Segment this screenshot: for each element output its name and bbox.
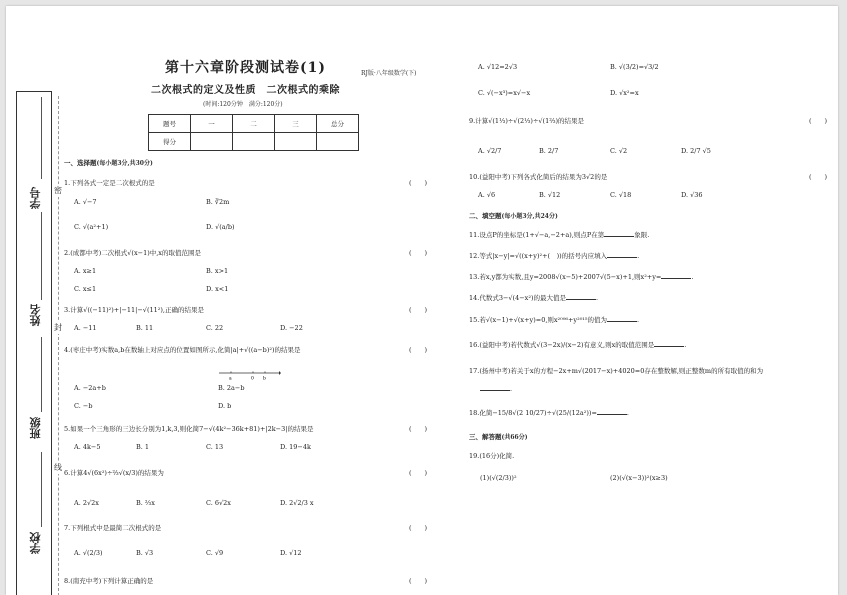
score-header-cell: 一 — [191, 115, 233, 133]
option[interactable]: A. 4k−5 — [74, 443, 101, 451]
score-table — [148, 114, 359, 151]
option[interactable]: C. √(−x³)=x√−x — [478, 89, 531, 97]
score-row-label: 得分 — [149, 133, 191, 151]
section3-title: 三、解答题 — [469, 433, 502, 441]
answer-paren[interactable]: ( ) — [809, 117, 828, 125]
question-10-stem: 10.(益阳中考)下列各式化简后的结果为3√2的是 — [469, 173, 608, 181]
fill-blank[interactable] — [654, 340, 687, 349]
fill-text: 13.若x,y都为实数,且y=2008√(x−5)+2007√(5−x)+1,则x²+y= — [469, 273, 662, 281]
question-1-stem: 1.下列各式一定是二次根式的是 — [64, 179, 155, 187]
fill-blank[interactable] — [661, 272, 694, 281]
option[interactable]: A. √12=2√3 — [478, 63, 518, 71]
fill-text: 12.等式|x−y|=√((x+y)²+( ))的括号内应填入 — [469, 252, 608, 260]
exam-meta: (时间:120分钟 满分:120分) — [203, 101, 283, 108]
score-input-cell[interactable] — [233, 133, 275, 151]
score-header-row — [149, 115, 359, 133]
number-line — [219, 370, 281, 380]
option[interactable]: A. −11 — [74, 324, 97, 332]
option[interactable]: D. √36 — [681, 191, 703, 199]
question-2-stem: 2.(成都中考)二次根式√(x−1)中,x的取值范围是 — [64, 249, 201, 257]
option[interactable]: C. −b — [74, 402, 93, 410]
score-header-cell: 总分 — [317, 115, 359, 133]
answer-paren[interactable]: ( ) — [409, 524, 428, 532]
fill-item-14 — [469, 293, 598, 302]
option[interactable]: B. √3 — [136, 549, 154, 557]
option[interactable]: D. √12 — [280, 549, 302, 557]
page-subtitle: 二次根式的定义及性质 二次根式的乘除 — [151, 85, 340, 96]
score-header-cell: 二 — [233, 115, 275, 133]
fill-text: 16.(益阳中考)若代数式√(3−2x)/(x−2)有意义,则x的取值范围是 — [469, 341, 655, 349]
tick-label-0: 0 — [251, 376, 254, 380]
option[interactable]: A. 2√2x — [74, 499, 99, 507]
option[interactable]: C. √2 — [610, 147, 628, 155]
fill-blank[interactable] — [566, 293, 599, 302]
cut-line — [58, 96, 59, 595]
exam-sheet — [6, 6, 838, 595]
option[interactable]: C. 22 — [206, 324, 224, 332]
fill-blank[interactable] — [607, 251, 640, 260]
binding-box — [16, 91, 52, 595]
section1-note: (每小题3分,共30分) — [96, 160, 153, 167]
cut-mark-2: 封 — [54, 323, 62, 332]
fill-item-13 — [469, 272, 693, 281]
option[interactable]: B. 2/7 — [539, 147, 559, 155]
question-4-stem: 4.(枣庄中考)实数a,b在数轴上对应点的位置如图所示,化简|a|+√((a−b)²)的结果是 — [64, 346, 301, 354]
fill-text: . — [637, 252, 640, 260]
fill-item-12 — [469, 251, 639, 260]
option[interactable]: B. 11 — [136, 324, 154, 332]
fill-text: . — [626, 409, 629, 417]
option[interactable]: C. 13 — [206, 443, 224, 451]
answer-paren[interactable]: ( ) — [409, 249, 428, 257]
option[interactable]: A. √2/7 — [478, 147, 502, 155]
option[interactable]: A. √6 — [478, 191, 496, 199]
student-id-label: 学号 — [29, 187, 42, 209]
fill-item-16 — [469, 340, 686, 349]
section1-heading — [64, 158, 153, 167]
option[interactable]: B. 2a−b — [218, 384, 245, 392]
fill-text: 14.代数式3−√(4−x²)的最大值是 — [469, 294, 566, 302]
cut-mark-1: 密 — [54, 186, 62, 195]
fill-item-15 — [469, 315, 639, 324]
option[interactable]: D. √(a/b) — [206, 223, 235, 231]
fill-text: 象限. — [634, 231, 650, 239]
fill-item-17 — [469, 366, 763, 375]
score-header-cell: 题号 — [149, 115, 191, 133]
option[interactable]: D. x<1 — [206, 285, 229, 293]
section2-note: (每小题3分,共24分) — [501, 213, 558, 220]
option[interactable]: B. √(3/2)=√3/2 — [610, 63, 659, 71]
fill-item-17-line2: . — [480, 384, 512, 393]
question-3-stem: 3.计算√((−11)²)+|−11|−√(11²),正确的结果是 — [64, 306, 204, 314]
tick-label-b: b — [263, 376, 266, 380]
fill-text: . — [596, 294, 599, 302]
option[interactable]: A. √−7 — [74, 198, 97, 206]
option[interactable]: B. √12 — [539, 191, 561, 199]
score-row — [149, 133, 359, 151]
option[interactable]: A. x≥1 — [74, 267, 97, 275]
fill-blank[interactable] — [597, 408, 627, 415]
option[interactable]: B. x>1 — [206, 267, 229, 275]
number-line-arrow — [279, 371, 281, 375]
fill-text: 17.(扬州中考)若关于x的方程−2x+m√(2017−x)+4020=0存在整数解,则正整数m的所有取值的和为 — [469, 367, 764, 375]
section3-heading — [469, 432, 528, 441]
question-19-stem: 19.(16分)化简. — [469, 452, 515, 460]
school-line — [41, 452, 42, 527]
question-5-stem: 5.如果一个三角形的三边长分别为1,k,3,则化简7−√(4k²−36k+81)+|2k−3|的结果是 — [64, 425, 314, 433]
fill-blank[interactable] — [607, 315, 640, 324]
option[interactable]: D. 2√2/3 x — [280, 499, 314, 507]
option[interactable]: B. 1 — [136, 443, 150, 451]
answer-paren[interactable]: ( ) — [409, 425, 428, 433]
page-title: 第十六章阶段测试卷(1) — [165, 60, 326, 76]
fill-text: . — [637, 316, 640, 324]
option[interactable]: A. √(2/3) — [74, 549, 103, 557]
cut-mark-3: 线 — [54, 463, 62, 472]
edition-label: RJ版·八年级数学(下) — [361, 70, 417, 77]
fill-text: 18.化简−15/8√(2 10/27)÷√(25/(12a²))= — [469, 409, 597, 417]
answer-paren[interactable]: ( ) — [409, 179, 428, 187]
fill-blank[interactable] — [604, 230, 634, 237]
question-8-stem: 8.(南充中考)下列计算正确的是 — [64, 577, 154, 585]
score-input-cell[interactable] — [275, 133, 317, 151]
section3-note: (共66分) — [501, 434, 528, 441]
option[interactable]: D. b — [218, 402, 232, 410]
option[interactable]: B. ⅔x — [136, 499, 155, 507]
name-line — [41, 212, 42, 300]
fill-item-11 — [469, 230, 649, 239]
class-label: 班级 — [29, 417, 42, 439]
answer-paren[interactable]: ( ) — [409, 469, 428, 477]
option[interactable]: D. 2/7 √5 — [681, 147, 711, 155]
fill-text: 15.若√(x−1)+√(x+y)=0,则x²⁰⁰⁶+y²⁰¹⁵的值为 — [469, 316, 608, 324]
answer-paren[interactable]: ( ) — [409, 306, 428, 314]
score-header-cell: 三 — [275, 115, 317, 133]
student-id-line — [41, 97, 42, 179]
fill-item-18 — [469, 408, 629, 417]
fill-text: 11.设点P的坐标是(1+√−a,−2+a),则点P在第 — [469, 231, 605, 239]
q19-part-1: (1)(√(2/3))² — [480, 474, 517, 482]
option[interactable]: D. √x²=x — [610, 89, 639, 97]
section1-title: 一、选择题 — [64, 159, 97, 167]
class-line — [41, 337, 42, 412]
option[interactable]: C. √18 — [610, 191, 632, 199]
option[interactable]: C. √(a²+1) — [74, 223, 109, 231]
answer-paren[interactable]: ( ) — [409, 577, 428, 585]
option[interactable]: C. x≤1 — [74, 285, 97, 293]
answer-paren[interactable]: ( ) — [809, 173, 828, 181]
fill-text: . — [684, 341, 687, 349]
name-label: 姓名 — [29, 304, 42, 326]
question-9-stem: 9.计算√(1⅓)÷√(2⅓)÷√(1⅔)的结果是 — [469, 117, 585, 125]
fill-text: . — [691, 273, 694, 281]
section2-title: 二、填空题 — [469, 212, 502, 220]
option[interactable]: C. 6√2x — [206, 499, 231, 507]
score-input-cell[interactable] — [317, 133, 359, 151]
option[interactable]: A. −2a+b — [74, 384, 106, 392]
question-7-stem: 7.下列根式中是最简二次根式的是 — [64, 524, 162, 532]
answer-paren[interactable]: ( ) — [409, 346, 428, 354]
fill-blank[interactable] — [480, 384, 510, 391]
option[interactable]: D. −22 — [280, 324, 303, 332]
option[interactable]: D. 19−4k — [280, 443, 311, 451]
option[interactable]: C. √9 — [206, 549, 224, 557]
q19-part-2: (2)(√(x−3))²(x≥3) — [610, 474, 668, 482]
score-input-cell[interactable] — [191, 133, 233, 151]
tick-label-a: a — [229, 376, 232, 380]
question-6-stem: 6.计算4√(6x²)÷⅔√(x/3)的结果为 — [64, 469, 164, 477]
section2-heading — [469, 211, 558, 220]
option[interactable]: B. ∛2m — [206, 198, 230, 206]
school-label: 学校 — [29, 532, 42, 554]
